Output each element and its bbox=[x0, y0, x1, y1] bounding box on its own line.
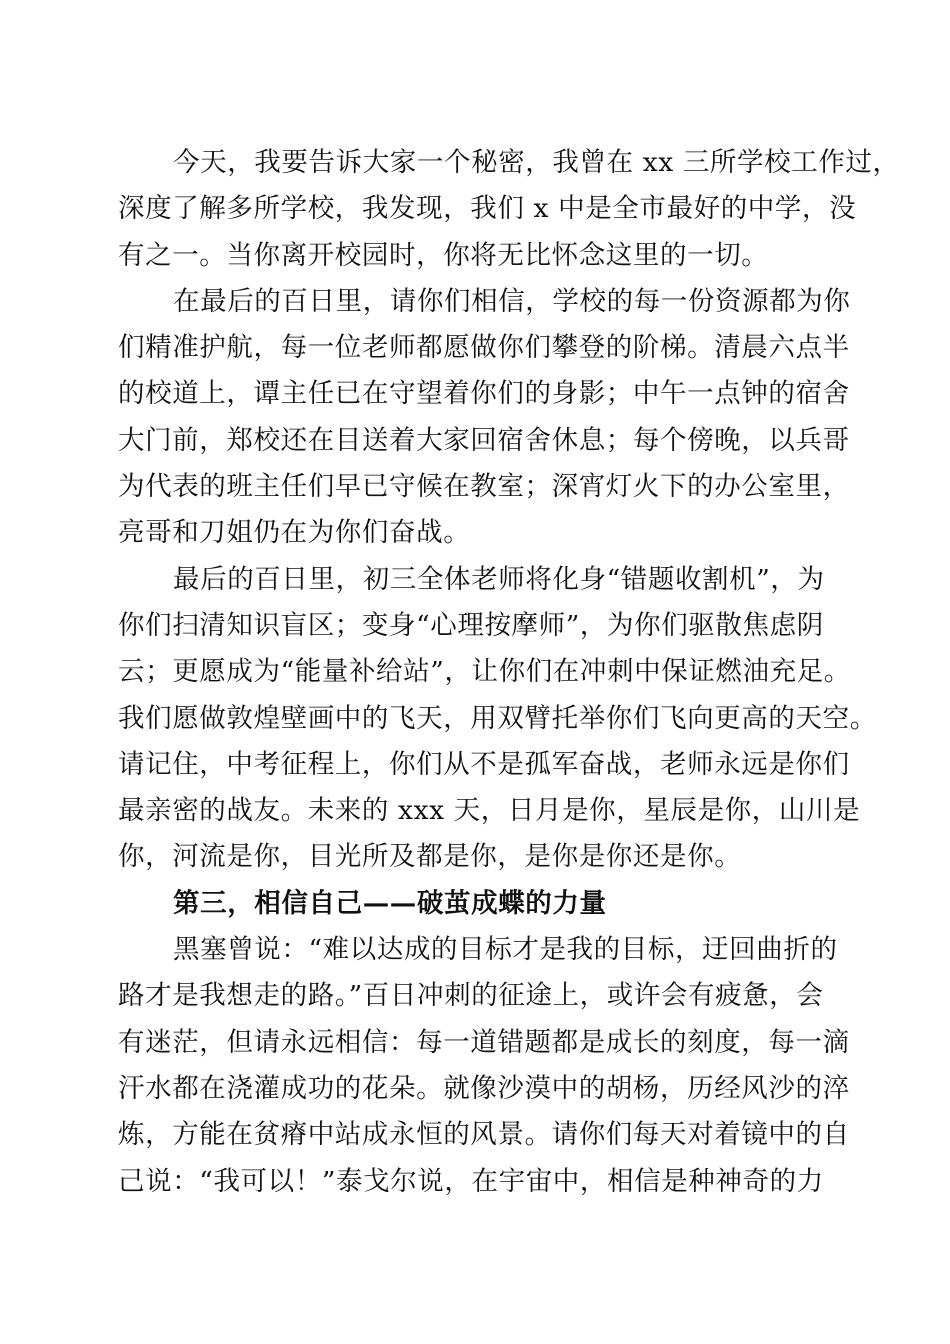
paragraph-3-line-1: 最后的百日里，初三全体老师将化身“错题收割机”，为 bbox=[173, 563, 825, 595]
paragraph-2-line-3: 的校道上，谭主任已在守望着你们的身影；中午一点钟的宿舍 bbox=[118, 378, 850, 410]
paragraph-2-line-5: 为代表的班主任们早已守候在教室；深宵灯火下的办公室里， bbox=[118, 471, 850, 503]
paragraph-1-line-3: 有之一。当你离开校园时，你将无比怀念这里的一切。 bbox=[118, 239, 769, 271]
paragraph-3-line-5: 请记住，中考征程上，你们从不是孤军奋战，老师永远是你们 bbox=[118, 748, 850, 780]
paragraph-2-line-1: 在最后的百日里，请你们相信，学校的每一份资源都为你 bbox=[173, 285, 851, 317]
paragraph-2-line-4: 大门前，郑校还在目送着大家回宿舍休息；每个傍晚，以兵哥 bbox=[118, 424, 850, 456]
paragraph-3-line-7: 你，河流是你，目光所及都是你，是你是你还是你。 bbox=[118, 841, 742, 873]
paragraph-3-line-2: 你们扫清知识盲区；变身“心理按摩师”，为你们驱散焦虑阴 bbox=[118, 609, 824, 641]
paragraph-3-line-3: 云；更愿成为“能量补给站”，让你们在冲刺中保证燃油充足。 bbox=[118, 656, 851, 688]
section-heading: 第三，相信自己——破茧成蝶的力量 bbox=[173, 887, 607, 919]
body-text bbox=[118, 140, 900, 1205]
paragraph-3-line-6: 最亲密的战友。未来的 xxx 天，日月是你，星辰是你，山川是 bbox=[118, 795, 861, 827]
paragraph-3-line-4: 我们愿做敦煌壁画中的飞天，用双臂托举你们飞向更高的天空。 bbox=[118, 702, 877, 734]
paragraph-4-line-3: 有迷茫，但请永远相信：每一道错题都是成长的刻度，每一滴 bbox=[118, 1026, 850, 1058]
paragraph-1-line-1: 今天，我要告诉大家一个秘密，我曾在 xx 三所学校工作过， bbox=[173, 147, 900, 178]
paragraph-2-line-6: 亮哥和刀姐仍在为你们奋战。 bbox=[118, 517, 471, 549]
paragraph-1-line-2: 深度了解多所学校，我发现，我们 x 中是全市最好的中学，没 bbox=[118, 193, 857, 225]
paragraph-4-line-1: 黑塞曾说：“难以达成的目标才是我的目标，迂回曲折的 bbox=[173, 934, 838, 966]
paragraph-4-line-2: 路才是我想走的路。”百日冲刺的征途上，或许会有疲惫，会 bbox=[118, 980, 824, 1012]
paragraph-4-line-5: 炼，方能在贫瘠中站成永恒的风景。请你们每天对着镜中的自 bbox=[118, 1119, 850, 1151]
paragraph-4-line-4: 汗水都在浇灌成功的花朵。就像沙漠中的胡杨，历经风沙的淬 bbox=[118, 1072, 850, 1104]
paragraph-4-line-6: 己说：“我可以！”泰戈尔说，在宇宙中，相信是种神奇的力 bbox=[118, 1165, 824, 1197]
paragraph-2-line-2: 们精准护航，每一位老师都愿做你们攀登的阶梯。清晨六点半 bbox=[118, 332, 850, 364]
